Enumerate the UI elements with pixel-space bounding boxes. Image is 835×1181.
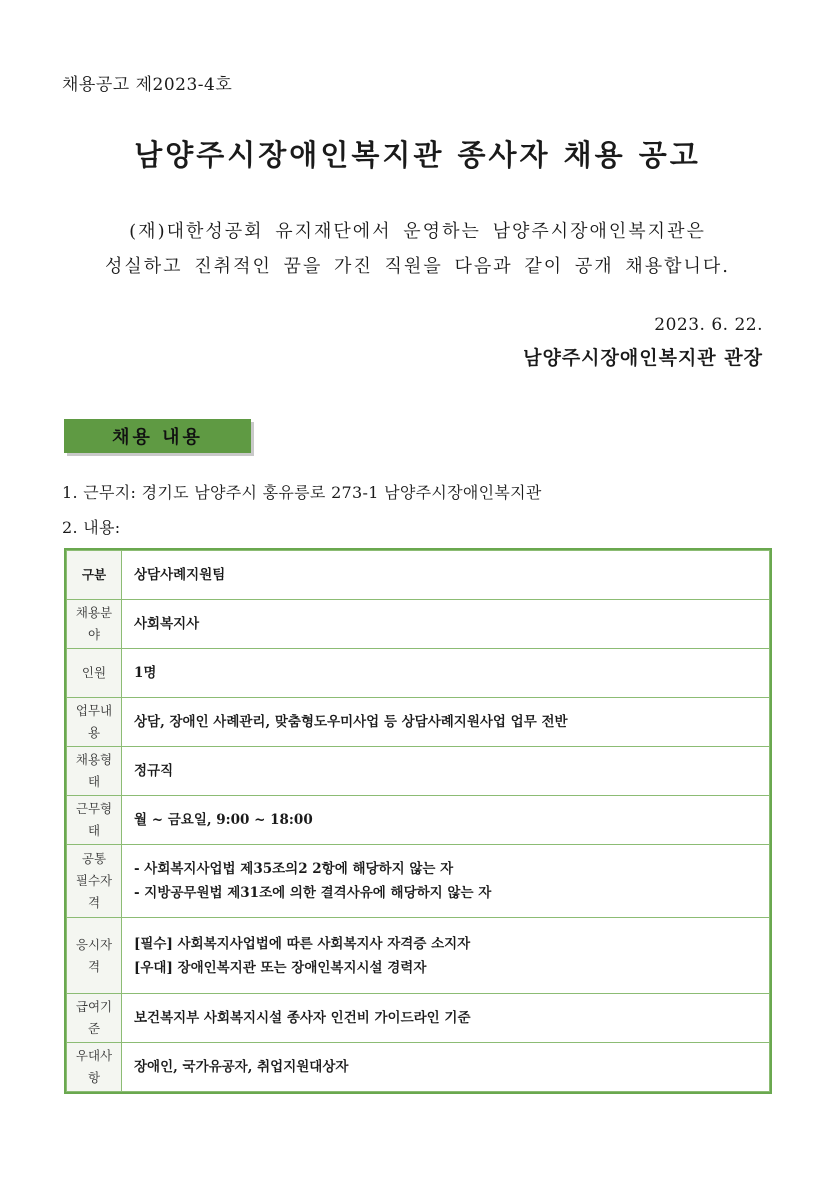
row-label-salary: 급여기준	[67, 994, 122, 1043]
table-row	[67, 551, 770, 600]
row-value-preference: 장애인, 국가유공자, 취업지원대상자	[122, 1043, 770, 1092]
row-label-headcount: 인원	[67, 649, 122, 698]
row-label-common-requirements	[67, 845, 122, 918]
table-row	[67, 918, 770, 994]
issue-date: 2023. 6. 22.	[654, 315, 763, 335]
page-title: 남양주시장애인복지관 종사자 채용 공고	[134, 138, 701, 172]
intro-line-2: 성실하고 진취적인 꿈을 가진 직원을 다음과 같이 공개 채용합니다.	[105, 256, 730, 277]
eligibility-line: [우대] 장애인복지관 또는 장애인복지시설 경력자	[134, 959, 427, 976]
section-heading: 채용 내용	[64, 419, 251, 453]
row-value-duties: 상담, 장애인 사례관리, 맞춤형도우미사업 등 상담사례지원사업 업무 전반	[122, 698, 770, 747]
row-value-salary: 보건복지부 사회복지시설 종사자 인건비 가이드라인 기준	[122, 994, 770, 1043]
notice-number: 채용공고 제2023-4호	[62, 75, 233, 95]
row-value-category: 상담사례지원팀	[122, 551, 770, 600]
table-row	[67, 796, 770, 845]
table-row	[67, 649, 770, 698]
row-label-category: 구분	[67, 551, 122, 600]
row-label-work-hours: 근무형태	[67, 796, 122, 845]
row-value-eligibility	[122, 918, 770, 994]
recruitment-table	[64, 548, 772, 1094]
signer: 남양주시장애인복지관 관장	[523, 347, 763, 369]
requirement-line: - 사회복지사업법 제35조의2 2항에 해당하지 않는 자	[134, 861, 454, 877]
row-label-employment-type: 채용형태	[67, 747, 122, 796]
workplace-item: 1. 근무지: 경기도 남양주시 홍유릉로 273-1 남양주시장애인복지관	[62, 483, 542, 502]
table-row	[67, 698, 770, 747]
row-label-field: 채용분야	[67, 600, 122, 649]
row-label-preference: 우대사항	[67, 1043, 122, 1092]
row-value-common-requirements	[122, 845, 770, 918]
row-label-duties: 업무내용	[67, 698, 122, 747]
table-row	[67, 994, 770, 1043]
eligibility-line: [필수] 사회복지사업법에 따른 사회복지사 자격증 소지자	[134, 935, 471, 952]
row-value-field: 사회복지사	[122, 600, 770, 649]
content-item: 2. 내용:	[62, 518, 121, 537]
table-row	[67, 747, 770, 796]
row-label-line: 공통	[81, 851, 107, 866]
row-label-eligibility: 응시자격	[67, 918, 122, 994]
row-value-headcount: 1명	[122, 649, 770, 698]
row-value-work-hours: 월 ~ 금요일, 9:00 ~ 18:00	[122, 796, 770, 845]
table-row	[67, 845, 770, 918]
row-label-line: 필수자격	[75, 873, 113, 910]
row-value-employment-type: 정규직	[122, 747, 770, 796]
intro-line-1: (재)대한성공회 유지재단에서 운영하는 남양주시장애인복지관은	[129, 221, 706, 242]
table-row	[67, 600, 770, 649]
table-row	[67, 1043, 770, 1092]
requirement-line: - 지방공무원법 제31조에 의한 결격사유에 해당하지 않는 자	[134, 885, 492, 901]
